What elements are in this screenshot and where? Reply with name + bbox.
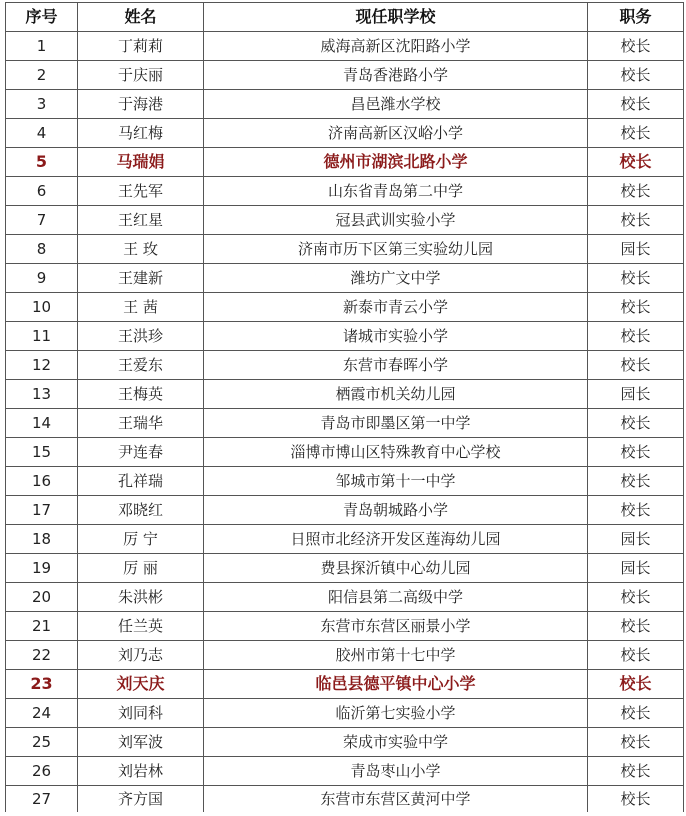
table-row — [6, 119, 684, 148]
row-name: 王瑞华 — [78, 409, 204, 438]
row-position: 园长 — [588, 554, 684, 583]
row-name: 孔祥瑞 — [78, 467, 204, 496]
row-name: 刘天庆 — [78, 670, 204, 699]
row-name: 刘乃志 — [78, 641, 204, 670]
row-school: 威海高新区沈阳路小学 — [204, 32, 588, 61]
row-position: 校长 — [588, 148, 684, 177]
row-school: 昌邑潍水学校 — [204, 90, 588, 119]
row-position: 校长 — [588, 206, 684, 235]
table-row — [6, 525, 684, 554]
table-row — [6, 786, 684, 813]
row-position: 校长 — [588, 467, 684, 496]
row-name: 厉 丽 — [78, 554, 204, 583]
row-name: 齐方国 — [78, 786, 204, 813]
row-number: 18 — [6, 525, 78, 554]
row-name: 王洪珍 — [78, 322, 204, 351]
row-position: 校长 — [588, 177, 684, 206]
row-name: 厉 宁 — [78, 525, 204, 554]
row-position: 校长 — [588, 786, 684, 813]
table-row — [6, 90, 684, 119]
row-name: 丁莉莉 — [78, 32, 204, 61]
row-position: 校长 — [588, 641, 684, 670]
row-school: 胶州市第十七中学 — [204, 641, 588, 670]
row-position: 校长 — [588, 293, 684, 322]
row-number: 27 — [6, 786, 78, 813]
row-number: 1 — [6, 32, 78, 61]
row-position: 校长 — [588, 409, 684, 438]
row-number: 8 — [6, 235, 78, 264]
table-row — [6, 380, 684, 409]
row-name: 王先军 — [78, 177, 204, 206]
row-number: 3 — [6, 90, 78, 119]
table-row — [6, 670, 684, 699]
row-school: 冠县武训实验小学 — [204, 206, 588, 235]
row-number: 26 — [6, 757, 78, 786]
row-name: 尹连春 — [78, 438, 204, 467]
row-number: 4 — [6, 119, 78, 148]
row-school: 青岛朝城路小学 — [204, 496, 588, 525]
row-name: 马瑞娟 — [78, 148, 204, 177]
table-row — [6, 496, 684, 525]
row-school: 费县探沂镇中心幼儿园 — [204, 554, 588, 583]
row-position: 校长 — [588, 670, 684, 699]
row-number: 13 — [6, 380, 78, 409]
row-number: 10 — [6, 293, 78, 322]
table-row — [6, 293, 684, 322]
row-name: 王梅英 — [78, 380, 204, 409]
table-row — [6, 409, 684, 438]
row-name: 王建新 — [78, 264, 204, 293]
row-position: 校长 — [588, 322, 684, 351]
row-position: 校长 — [588, 438, 684, 467]
row-number: 9 — [6, 264, 78, 293]
table-row — [6, 757, 684, 786]
row-number: 17 — [6, 496, 78, 525]
row-school: 荣成市实验中学 — [204, 728, 588, 757]
row-school: 邹城市第十一中学 — [204, 467, 588, 496]
header-school: 现任职学校 — [204, 3, 588, 32]
row-name: 刘军波 — [78, 728, 204, 757]
row-position: 园长 — [588, 380, 684, 409]
row-school: 日照市北经济开发区莲海幼儿园 — [204, 525, 588, 554]
row-name: 邓晓红 — [78, 496, 204, 525]
row-school: 淄博市博山区特殊教育中心学校 — [204, 438, 588, 467]
row-school: 新泰市青云小学 — [204, 293, 588, 322]
row-school: 临邑县德平镇中心小学 — [204, 670, 588, 699]
row-position: 校长 — [588, 264, 684, 293]
row-school: 东营市东营区丽景小学 — [204, 612, 588, 641]
row-position: 园长 — [588, 525, 684, 554]
table-row — [6, 32, 684, 61]
row-number: 14 — [6, 409, 78, 438]
row-position: 校长 — [588, 757, 684, 786]
row-name: 于海港 — [78, 90, 204, 119]
row-position: 校长 — [588, 583, 684, 612]
row-name: 王爱东 — [78, 351, 204, 380]
row-school: 临沂第七实验小学 — [204, 699, 588, 728]
table-row — [6, 699, 684, 728]
table-row — [6, 438, 684, 467]
row-position: 校长 — [588, 496, 684, 525]
table-row — [6, 583, 684, 612]
row-name: 刘同科 — [78, 699, 204, 728]
row-name: 于庆丽 — [78, 61, 204, 90]
row-school: 诸城市实验小学 — [204, 322, 588, 351]
row-school: 济南高新区汉峪小学 — [204, 119, 588, 148]
row-name: 刘岩林 — [78, 757, 204, 786]
row-number: 19 — [6, 554, 78, 583]
row-school: 阳信县第二高级中学 — [204, 583, 588, 612]
header-position: 职务 — [588, 3, 684, 32]
row-name: 王红星 — [78, 206, 204, 235]
row-position: 园长 — [588, 235, 684, 264]
row-number: 22 — [6, 641, 78, 670]
table-row — [6, 641, 684, 670]
row-number: 12 — [6, 351, 78, 380]
row-number: 7 — [6, 206, 78, 235]
table-row — [6, 177, 684, 206]
row-position: 校长 — [588, 90, 684, 119]
row-school: 栖霞市机关幼儿园 — [204, 380, 588, 409]
row-school: 山东省青岛第二中学 — [204, 177, 588, 206]
row-school: 东营市春晖小学 — [204, 351, 588, 380]
table-row — [6, 264, 684, 293]
row-school: 德州市湖滨北路小学 — [204, 148, 588, 177]
table-row — [6, 206, 684, 235]
row-name: 朱洪彬 — [78, 583, 204, 612]
table-row — [6, 351, 684, 380]
row-school: 青岛香港路小学 — [204, 61, 588, 90]
row-school: 济南市历下区第三实验幼儿园 — [204, 235, 588, 264]
row-school: 潍坊广文中学 — [204, 264, 588, 293]
table-row — [6, 554, 684, 583]
row-position: 校长 — [588, 61, 684, 90]
row-number: 16 — [6, 467, 78, 496]
row-position: 校长 — [588, 32, 684, 61]
table-row — [6, 235, 684, 264]
table-row — [6, 322, 684, 351]
table-row — [6, 61, 684, 90]
row-name: 王 玫 — [78, 235, 204, 264]
header-name: 姓名 — [78, 3, 204, 32]
row-number: 20 — [6, 583, 78, 612]
row-number: 25 — [6, 728, 78, 757]
row-school: 青岛市即墨区第一中学 — [204, 409, 588, 438]
row-number: 5 — [6, 148, 78, 177]
row-number: 6 — [6, 177, 78, 206]
table-row — [6, 148, 684, 177]
table-header-row — [6, 3, 684, 32]
row-name: 王 茜 — [78, 293, 204, 322]
row-number: 24 — [6, 699, 78, 728]
row-number: 2 — [6, 61, 78, 90]
row-position: 校长 — [588, 612, 684, 641]
row-position: 校长 — [588, 119, 684, 148]
row-name: 马红梅 — [78, 119, 204, 148]
row-position: 校长 — [588, 699, 684, 728]
row-name: 任兰英 — [78, 612, 204, 641]
principal-list-table — [5, 2, 684, 812]
row-position: 校长 — [588, 351, 684, 380]
row-number: 21 — [6, 612, 78, 641]
row-number: 11 — [6, 322, 78, 351]
row-school: 青岛枣山小学 — [204, 757, 588, 786]
row-number: 23 — [6, 670, 78, 699]
table-row — [6, 612, 684, 641]
header-number: 序号 — [6, 3, 78, 32]
table-row — [6, 728, 684, 757]
row-number: 15 — [6, 438, 78, 467]
row-position: 校长 — [588, 728, 684, 757]
row-school: 东营市东营区黄河中学 — [204, 786, 588, 813]
table-row — [6, 467, 684, 496]
